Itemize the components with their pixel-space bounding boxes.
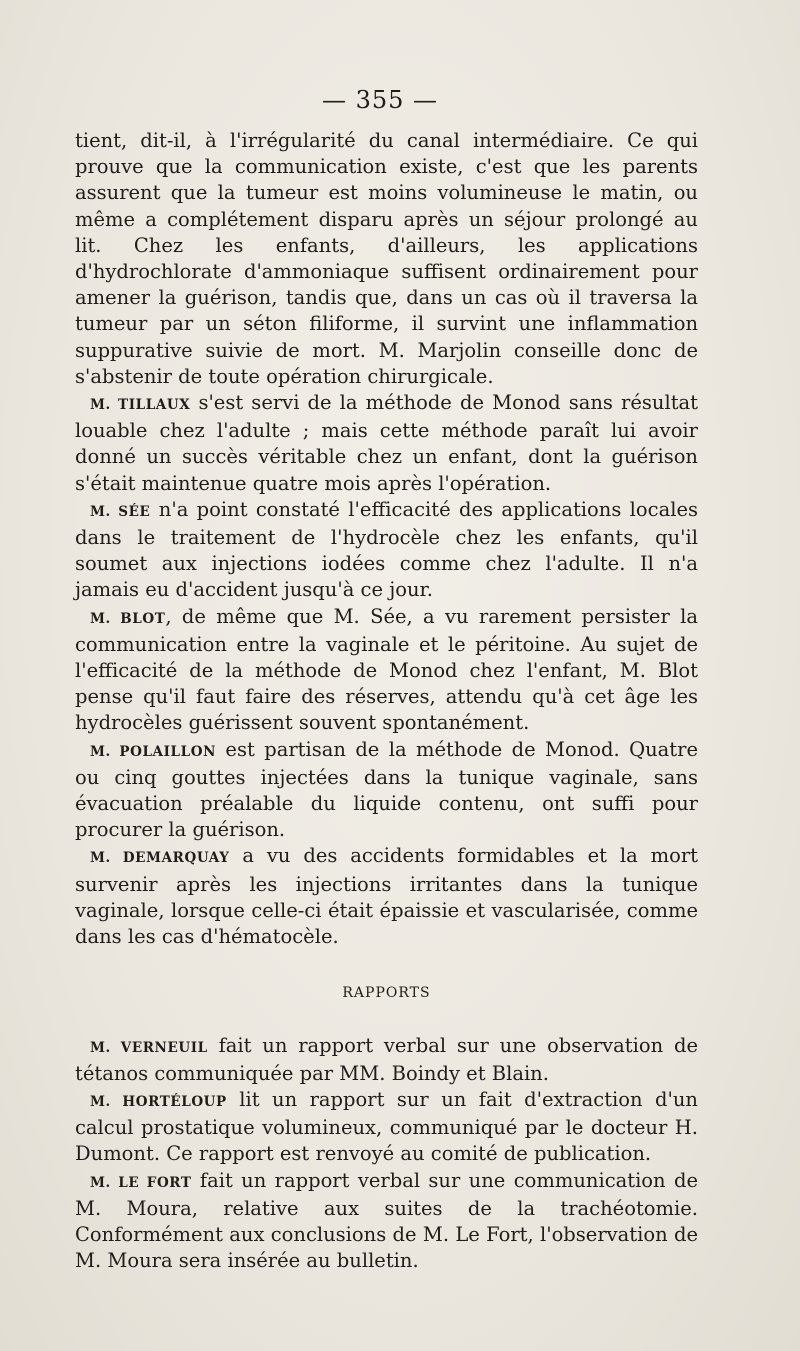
paragraph-text: n'a point constaté l'efficacité des applications locales dans le traitement de l'hydrocèle chez les enfants, qu'il soumet aux injections iodées comme chez l'adulte. Il n'a jamais eu d'accident jusqu'à ce jour.	[75, 497, 698, 602]
report-verneuil	[75, 1033, 698, 1087]
report-text: fait un rapport verbal sur une communication de M. Moura, relative aux suites de la trachéotomie. Conformément aux conclusions de M. Le Fort, l'observation de M. Moura sera insérée au bulletin.	[75, 1168, 698, 1273]
speaker-name: M. SÉE	[90, 503, 151, 520]
paragraph-text: a vu des accidents formidables et la mort survenir après les injections irritantes dans la tunique vaginale, lorsque celle-ci était épaissie et vascularisée, comme dans les cas d'hématocèle.	[75, 844, 698, 949]
page-number: — 355 —	[321, 86, 439, 114]
paragraph-text: , de même que M. Sée, a vu rarement persister la communication entre la vaginale et le péritoine. Au sujet de l'efficacité de la méthode de Monod chez l'enfant, M. Blot pense qu'il faut faire des réserves, attendu qu'à cet âge les hydrocèles guérissent souvent spontanément.	[75, 604, 698, 735]
report-text: fait un rapport verbal sur une observation de tétanos communiquée par MM. Boindy et Blain.	[75, 1033, 699, 1085]
report-horteloup	[75, 1087, 698, 1168]
paragraph-polaillon	[75, 737, 698, 844]
report-le-fort	[75, 1168, 698, 1275]
speaker-name: M. HORTÉLOUP	[90, 1093, 227, 1110]
speaker-name: M. VERNEUIL	[90, 1039, 208, 1056]
body-text	[75, 128, 698, 1274]
paragraph-text: s'est servi de la méthode de Monod sans résultat louable chez l'adulte ; mais cette méthode paraît lui avoir donné un succès véritable chez un enfant, dont la guérison s'était maintenue quatre mois après l'opération.	[75, 391, 698, 495]
paragraph-demarquay	[75, 843, 698, 950]
speaker-name: M. LE FORT	[90, 1174, 192, 1191]
speaker-name: M. POLAILLON	[90, 743, 217, 760]
section-heading: RAPPORTS	[342, 985, 431, 1002]
speaker-name: M. BLOT	[90, 610, 166, 627]
paragraph-see	[75, 497, 698, 604]
report-text: lit un rapport sur un fait d'extraction d'un calcul prostatique volumineux, communiqué par le docteur H. Dumont. Ce rapport est renvoyé au comité de publication.	[75, 1087, 698, 1166]
speaker-name: M. DEMARQUAY	[90, 850, 230, 867]
paragraph-text: est partisan de la méthode de Monod. Quatre ou cinq gouttes injectées dans la tunique vaginale, sans évacuation préalable du liquide contenu, ont suffi pour procurer la guérison.	[75, 737, 698, 842]
paragraph-blot	[75, 604, 698, 737]
paragraph-tillaux	[75, 390, 698, 497]
intro-paragraph: tient, dit-il, à l'irrégularité du canal intermédiaire. Ce qui prouve que la communication existe, c'est que les parents assurent que la tumeur est moins volumineuse le matin, ou même a complétement disparu après un séjour prolongé au lit. Chez les enfants, d'ailleurs, les applications d'hydrochlorate d'ammoniaque suffisent ordinairement pour amener la guérison, tandis que, dans un cas où il traversa la tumeur par un séton filiforme, il survint une inflammation suppurative suivie de mort. M. Marjolin conseille donc de s'abstenir de toute opération chirurgicale.	[75, 129, 698, 388]
speaker-name: M. TILLAUX	[90, 397, 191, 414]
